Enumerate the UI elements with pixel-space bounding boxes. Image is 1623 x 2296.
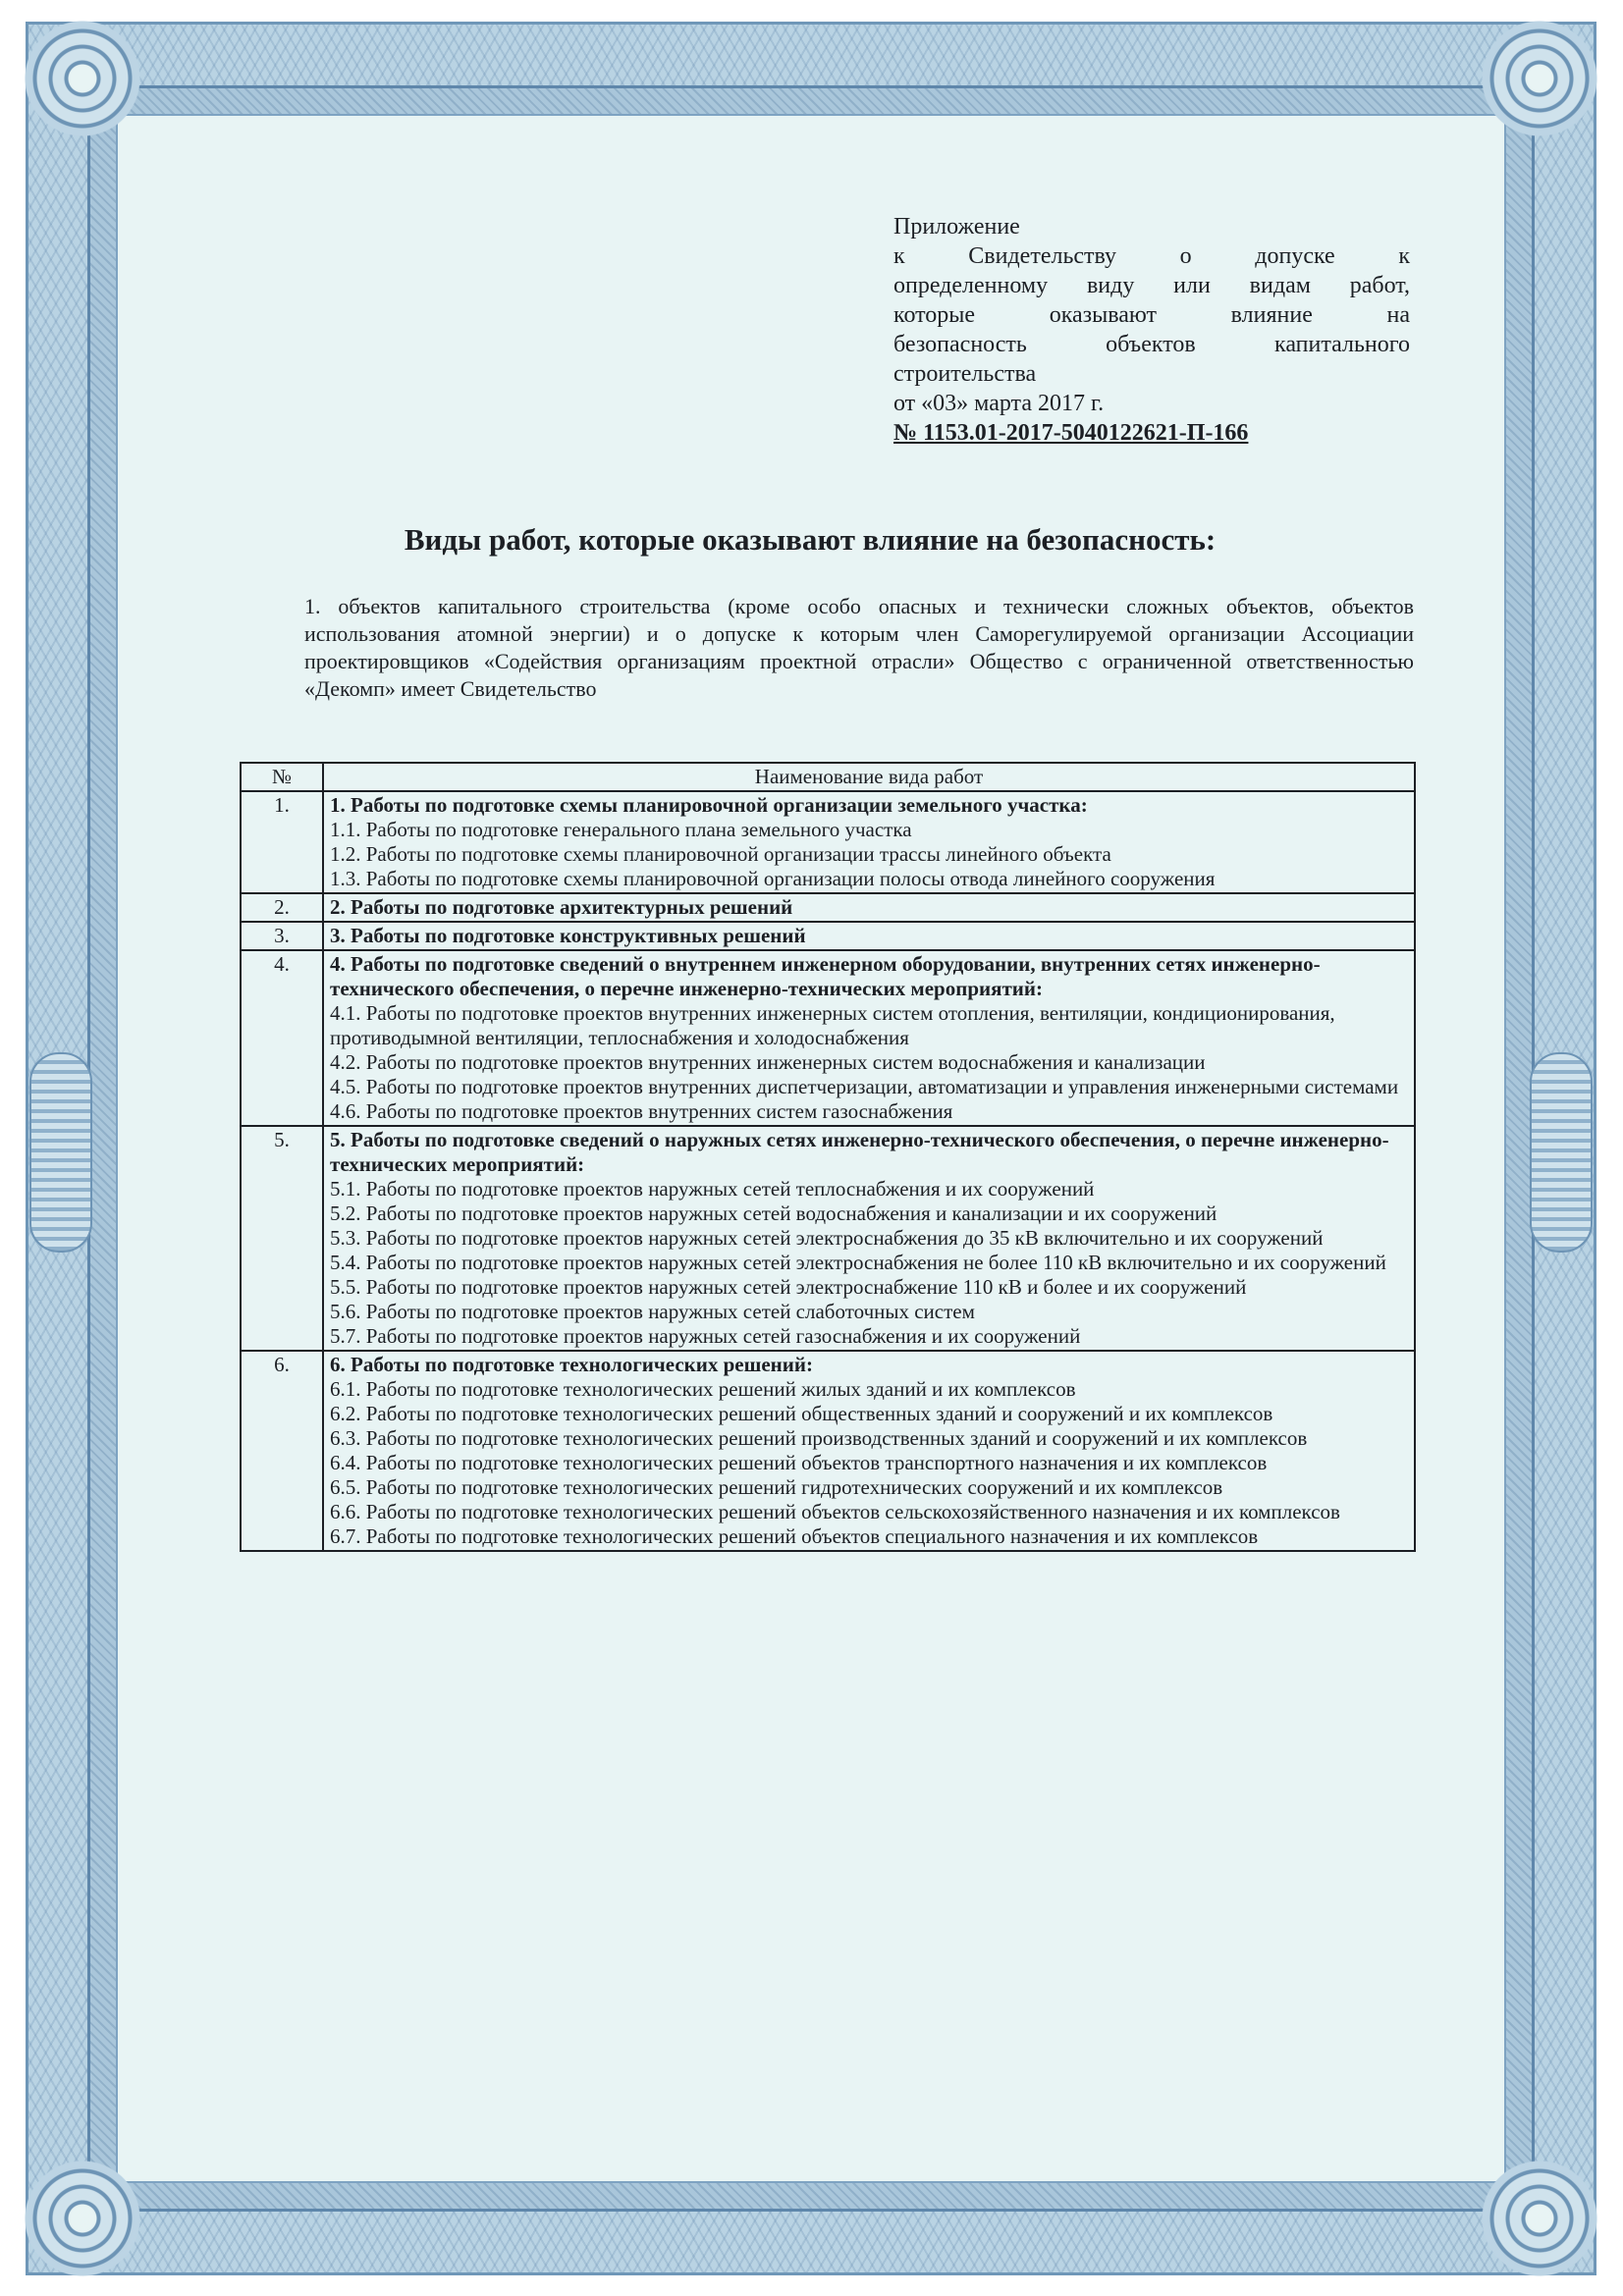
appendix-date: от «03» марта 2017 г. — [893, 391, 1105, 416]
appendix-header — [893, 212, 1410, 448]
work-subtype: 1.2. Работы по подготовке схемы планировочной организации трассы линейного объекта — [330, 842, 1111, 866]
appendix-label: Приложение — [893, 214, 1020, 240]
work-subtype: 5.6. Работы по подготовке проектов наружных сетей слаботочных систем — [330, 1300, 975, 1323]
table-row — [241, 1126, 1415, 1351]
certificate-number: № 1153.01-2017-5040122621-П-166 — [893, 420, 1249, 446]
work-type-cell — [323, 1126, 1415, 1351]
work-subtype: 4.6. Работы по подготовке проектов внутренних систем газоснабжения — [330, 1099, 953, 1123]
section-title: 6. Работы по подготовке технологических решений: — [330, 1353, 813, 1376]
table-row — [241, 950, 1415, 1126]
work-subtype: 5.1. Работы по подготовке проектов наружных сетей теплоснабжения и их сооружений — [330, 1177, 1095, 1201]
works-table-body — [241, 791, 1415, 1551]
table-row — [241, 922, 1415, 950]
section-title: 5. Работы по подготовке сведений о наружных сетях инженерно-технического обеспечения, о перечне инженерно-технических мероприятий: — [330, 1128, 1389, 1176]
row-number: 4. — [241, 950, 323, 1126]
work-subtype: 6.1. Работы по подготовке технологических решений жилых зданий и их комплексов — [330, 1377, 1076, 1401]
work-subtype: 5.3. Работы по подготовке проектов наружных сетей электроснабжения до 35 кВ включительно и их сооружений — [330, 1226, 1324, 1250]
appendix-line: которые оказывают влияние на — [893, 302, 1410, 328]
appendix-line: безопасность объектов капитального — [893, 332, 1410, 357]
work-subtype: 4.2. Работы по подготовке проектов внутренних инженерных систем водоснабжения и канализации — [330, 1050, 1206, 1074]
work-type-cell — [323, 893, 1415, 922]
section-title: 4. Работы по подготовке сведений о внутреннем инженерном оборудовании, внутренних сетях инженерно-технического обеспечения, о перечне инженерно-технических мероприятий: — [330, 952, 1321, 1000]
work-subtype: 6.6. Работы по подготовке технологических решений объектов сельскохозяйственного назначения и их комплексов — [330, 1500, 1340, 1523]
work-subtype: 6.2. Работы по подготовке технологических решений общественных зданий и сооружений и их комплексов — [330, 1402, 1273, 1425]
row-number: 3. — [241, 922, 323, 950]
table-row — [241, 791, 1415, 893]
work-subtype: 1.3. Работы по подготовке схемы планировочной организации полосы отвода линейного сооружения — [330, 867, 1216, 890]
work-type-cell — [323, 791, 1415, 893]
row-number: 1. — [241, 791, 323, 893]
work-type-cell — [323, 1351, 1415, 1551]
work-subtype: 6.3. Работы по подготовке технологических решений производственных зданий и сооружений и их комплексов — [330, 1426, 1308, 1450]
work-subtype: 6.7. Работы по подготовке технологических решений объектов специального назначения и их комплексов — [330, 1524, 1259, 1548]
column-header-number: № — [241, 763, 323, 791]
column-header-name: Наименование вида работ — [323, 763, 1415, 791]
work-subtype: 6.4. Работы по подготовке технологических решений объектов транспортного назначения и их комплексов — [330, 1451, 1268, 1474]
row-number: 2. — [241, 893, 323, 922]
section-title: 2. Работы по подготовке архитектурных решений — [330, 895, 793, 919]
row-number: 6. — [241, 1351, 323, 1551]
appendix-line: строительства — [893, 361, 1037, 387]
work-subtype: 5.7. Работы по подготовке проектов наружных сетей газоснабжения и их сооружений — [330, 1324, 1081, 1348]
appendix-line: определенному виду или видам работ, — [893, 273, 1410, 298]
work-subtype: 6.5. Работы по подготовке технологических решений гидротехнических сооружений и их комплексов — [330, 1475, 1223, 1499]
intro-paragraph: 1. объектов капитального строительства (кроме особо опасных и технически сложных объектов, объектов использования атомной энергии) и о допуске к которым член Саморегулируемой организации Ассоциации проектировщиков «Содействия организациям проектной отрасли» Общество с ограниченной ответственностью «Декомп» имеет Свидетельство — [304, 594, 1414, 701]
section-title: 3. Работы по подготовке конструктивных решений — [330, 924, 806, 947]
row-number: 5. — [241, 1126, 323, 1351]
table-row — [241, 1351, 1415, 1551]
work-subtype: 5.2. Работы по подготовке проектов наружных сетей водоснабжения и канализации и их сооружений — [330, 1201, 1217, 1225]
work-subtype: 5.5. Работы по подготовке проектов наружных сетей электроснабжение 110 кВ и более и их сооружений — [330, 1275, 1247, 1299]
section-title: 1. Работы по подготовке схемы планировочной организации земельного участка: — [330, 793, 1088, 817]
table-header-row — [241, 763, 1415, 791]
work-type-cell — [323, 922, 1415, 950]
appendix-line: к Свидетельству о допуске к — [893, 243, 1410, 269]
work-subtype: 1.1. Работы по подготовке генерального плана земельного участка — [330, 818, 912, 841]
page-title: Виды работ, которые оказывают влияние на безопасность: — [404, 522, 1217, 557]
work-subtype: 4.1. Работы по подготовке проектов внутренних инженерных систем отопления, вентиляции, кондиционирования, противодымной вентиляции, теплоснабжения и холодоснабжения — [330, 1001, 1335, 1049]
work-type-cell — [323, 950, 1415, 1126]
work-subtype: 4.5. Работы по подготовке проектов внутренних диспетчеризации, автоматизации и управления инженерными системами — [330, 1075, 1399, 1098]
works-table — [240, 762, 1416, 1552]
table-row — [241, 893, 1415, 922]
work-subtype: 5.4. Работы по подготовке проектов наружных сетей электроснабжения не более 110 кВ включительно и их сооружений — [330, 1251, 1386, 1274]
